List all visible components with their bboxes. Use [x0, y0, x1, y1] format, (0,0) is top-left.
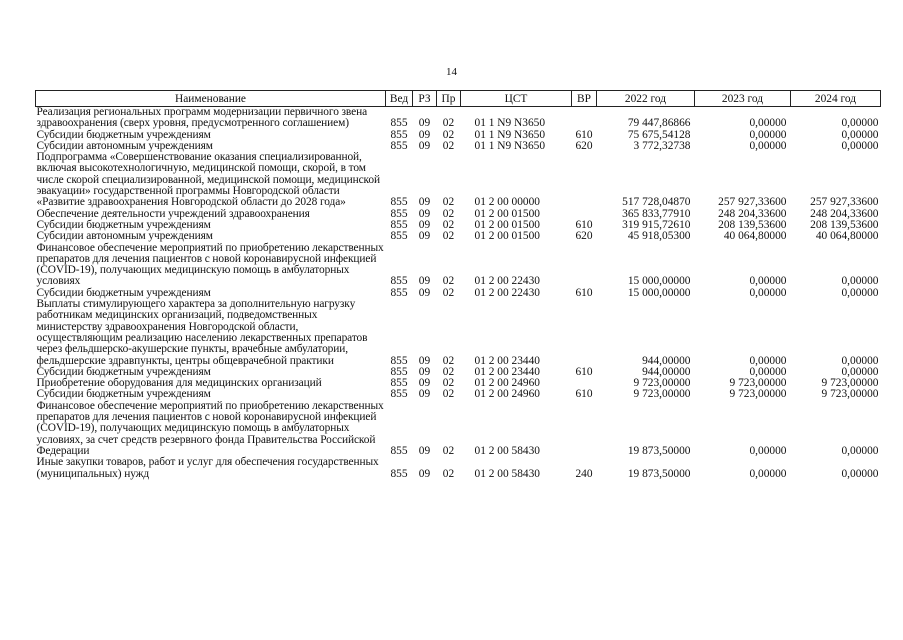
cell-rz: 09	[418, 218, 431, 231]
cell-rz: 09	[418, 128, 431, 141]
cell-pr: 02	[442, 275, 455, 288]
cell-2024: 0,00000	[841, 286, 879, 299]
cell-cst: 01 2 00 01500	[474, 230, 540, 243]
table-row	[36, 231, 881, 242]
cell-pr: 02	[442, 365, 455, 378]
header-cst: ЦСТ	[461, 91, 572, 107]
cell-2023: 0,00000	[749, 354, 787, 367]
cell-2023: 9 723,00000	[729, 377, 787, 390]
cell-vr: 610	[575, 128, 593, 141]
cell-name: Выплаты стимулирующего характера за дополнительную нагрузку работникам медицинских организаций, подведомственных министерству здравоохранения Новгородской области, осуществляющим реализацию населению лекарственных препаратов через фельдшерско-акушерские пункты, врачебные амбулатории, фельдшерские здравпункты, центры общеврачебной практики	[36, 298, 368, 367]
cell-2024: 0,00000	[841, 354, 879, 367]
cell-rz: 09	[418, 365, 431, 378]
cell-2024: 208 139,53600	[810, 218, 879, 231]
cell-ved: 855	[390, 128, 408, 141]
cell-2023: 40 064,80000	[723, 230, 787, 243]
cell-vr: 610	[575, 218, 593, 231]
cell-name: Финансовое обеспечение мероприятий по приобретению лекарственных препаратов для лечения пациентов с новой коронавирусной инфекцией (COVID-19), получающих медицинскую помощь в амбулаторных условиях, за счет средств резервного фонда Правительства Российской Федерации	[36, 399, 384, 457]
cell-2022: 9 723,00000	[633, 388, 691, 401]
cell-ved: 855	[390, 354, 408, 367]
cell-rz: 09	[418, 275, 431, 288]
header-pr: Пр	[437, 91, 461, 107]
cell-vr	[572, 152, 597, 208]
table-row	[36, 243, 881, 288]
cell-rz: 09	[418, 230, 431, 243]
cell-pr: 02	[442, 230, 455, 243]
cell-2024: 0,00000	[841, 117, 879, 130]
cell-ved: 855	[390, 286, 408, 299]
cell-ved: 855	[390, 444, 408, 457]
cell-name: Обеспечение деятельности учреждений здравоохранения	[36, 207, 310, 220]
cell-cst: 01 1 N9 N3650	[474, 128, 546, 141]
cell-2022: 517 728,04870	[622, 196, 691, 209]
cell-ved: 855	[390, 117, 408, 130]
cell-cst: 01 2 00 23440	[474, 365, 540, 378]
cell-rz: 09	[418, 207, 431, 220]
cell-rz: 09	[418, 117, 431, 130]
cell-rz: 09	[418, 444, 431, 457]
table-row	[36, 107, 881, 130]
table-row	[36, 401, 881, 457]
cell-cst: 01 2 00 24960	[474, 388, 540, 401]
cell-name: Субсидии бюджетным учреждениям	[36, 388, 211, 401]
page-number: 14	[446, 66, 457, 78]
cell-pr: 02	[442, 354, 455, 367]
cell-2022: 19 873,50000	[627, 467, 691, 480]
cell-2023: 0,00000	[749, 365, 787, 378]
table-header	[36, 91, 881, 107]
cell-pr: 02	[442, 207, 455, 220]
cell-name: Субсидии автономным учреждениям	[36, 230, 213, 243]
cell-2023: 0,00000	[749, 286, 787, 299]
cell-2022: 75 675,54128	[627, 128, 691, 141]
cell-pr: 02	[442, 444, 455, 457]
cell-2022: 319 915,72610	[622, 218, 691, 231]
header-vr: ВР	[572, 91, 597, 107]
cell-pr: 02	[442, 286, 455, 299]
cell-name: Подпрограмма «Совершенствование оказания специализированной, включая высокотехнологичную, медицинской помощи, скорой, в том числе скорой специализированной, медицинской помощи, медицинской эвакуации» государственной программы Новгородской области «Развитие здравоохранения Новгородской области до 2028 года»	[36, 151, 380, 209]
cell-pr: 02	[442, 388, 455, 401]
cell-rz: 09	[418, 467, 431, 480]
cell-2024: 40 064,80000	[815, 230, 879, 243]
cell-rz: 09	[418, 354, 431, 367]
cell-2024: 0,00000	[841, 275, 879, 288]
header-rz: РЗ	[413, 91, 437, 107]
cell-2023: 9 723,00000	[729, 388, 787, 401]
budget-table	[35, 90, 881, 480]
cell-2022: 365 833,77910	[622, 207, 691, 220]
header-ved: Вед	[386, 91, 413, 107]
cell-2024: 257 927,33600	[810, 196, 879, 209]
cell-rz: 09	[418, 388, 431, 401]
cell-vr	[572, 299, 597, 367]
cell-name: Субсидии бюджетным учреждениям	[36, 286, 211, 299]
cell-2023: 0,00000	[749, 467, 787, 480]
cell-name: Субсидии автономным учреждениям	[36, 139, 213, 152]
cell-cst: 01 1 N9 N3650	[474, 117, 546, 130]
cell-vr: 620	[575, 139, 593, 152]
cell-2023: 0,00000	[749, 139, 787, 152]
cell-2022: 15 000,00000	[627, 275, 691, 288]
table-row	[36, 457, 881, 480]
cell-2022: 79 447,86866	[627, 117, 691, 130]
cell-2023: 257 927,33600	[718, 196, 787, 209]
cell-ved: 855	[390, 196, 408, 209]
header-name: Наименование	[36, 91, 386, 107]
cell-ved: 855	[390, 139, 408, 152]
cell-pr: 02	[442, 196, 455, 209]
cell-2022: 3 772,32738	[633, 139, 691, 152]
cell-vr: 610	[575, 286, 593, 299]
cell-pr: 02	[442, 117, 455, 130]
cell-pr: 02	[442, 128, 455, 141]
cell-ved: 855	[390, 467, 408, 480]
cell-cst: 01 2 00 01500	[474, 207, 540, 220]
cell-name: Иные закупки товаров, работ и услуг для обеспечения государственных (муниципальных) нужд	[36, 456, 379, 480]
cell-2023: 248 204,33600	[718, 207, 787, 220]
cell-name: Финансовое обеспечение мероприятий по приобретению лекарственных препаратов для лечения пациентов с новой коронавирусной инфекцией (COVID-19), получающих медицинскую помощь в амбулаторных условиях	[36, 241, 384, 288]
cell-vr	[572, 401, 597, 457]
cell-pr: 02	[442, 467, 455, 480]
cell-2023: 0,00000	[749, 275, 787, 288]
cell-rz: 09	[418, 377, 431, 390]
cell-cst: 01 2 00 24960	[474, 377, 540, 390]
cell-vr	[572, 107, 597, 130]
cell-cst: 01 2 00 01500	[474, 218, 540, 231]
cell-2022: 944,00000	[642, 365, 691, 378]
cell-vr: 620	[575, 230, 593, 243]
cell-ved: 855	[390, 218, 408, 231]
table-row	[36, 152, 881, 208]
cell-pr: 02	[442, 139, 455, 152]
cell-2024: 0,00000	[841, 444, 879, 457]
cell-2024: 248 204,33600	[810, 207, 879, 220]
cell-name: Субсидии бюджетным учреждениям	[36, 128, 211, 141]
cell-vr: 610	[575, 365, 593, 378]
cell-ved: 855	[390, 230, 408, 243]
header-2022: 2022 год	[597, 91, 695, 107]
cell-rz: 09	[418, 139, 431, 152]
cell-ved: 855	[390, 377, 408, 390]
cell-2023: 0,00000	[749, 117, 787, 130]
cell-2024: 0,00000	[841, 365, 879, 378]
cell-name: Реализация региональных программ модернизации первичного звена здравоохранения (сверх уровня, предусмотренного соглашением)	[36, 106, 368, 130]
cell-cst: 01 2 00 58430	[474, 467, 540, 480]
cell-pr: 02	[442, 218, 455, 231]
cell-rz: 09	[418, 286, 431, 299]
cell-ved: 855	[390, 365, 408, 378]
cell-pr: 02	[442, 377, 455, 390]
cell-cst: 01 2 00 00000	[474, 196, 540, 209]
cell-name: Субсидии бюджетным учреждениям	[36, 365, 211, 378]
cell-2022: 45 918,05300	[627, 230, 691, 243]
cell-2024: 0,00000	[841, 467, 879, 480]
cell-2024: 9 723,00000	[821, 388, 879, 401]
cell-rz: 09	[418, 196, 431, 209]
cell-2024: 0,00000	[841, 139, 879, 152]
cell-2022: 9 723,00000	[633, 377, 691, 390]
cell-cst: 01 1 N9 N3650	[474, 139, 546, 152]
cell-ved: 855	[390, 275, 408, 288]
table-row	[36, 299, 881, 367]
cell-2024: 9 723,00000	[821, 377, 879, 390]
cell-name: Приобретение оборудования для медицинских организаций	[36, 377, 322, 390]
header-2023: 2023 год	[695, 91, 791, 107]
cell-ved: 855	[390, 388, 408, 401]
cell-2022: 19 873,50000	[627, 444, 691, 457]
cell-2024: 0,00000	[841, 128, 879, 141]
cell-2023: 0,00000	[749, 128, 787, 141]
cell-vr	[572, 243, 597, 288]
cell-cst: 01 2 00 22430	[474, 286, 540, 299]
cell-vr: 610	[575, 388, 593, 401]
cell-cst: 01 2 00 58430	[474, 444, 540, 457]
cell-cst: 01 2 00 22430	[474, 275, 540, 288]
cell-cst: 01 2 00 23440	[474, 354, 540, 367]
header-2024: 2024 год	[791, 91, 881, 107]
cell-name: Субсидии бюджетным учреждениям	[36, 218, 211, 231]
cell-2022: 15 000,00000	[627, 286, 691, 299]
table-body	[36, 107, 881, 480]
cell-2023: 208 139,53600	[718, 218, 787, 231]
cell-ved: 855	[390, 207, 408, 220]
cell-2023: 0,00000	[749, 444, 787, 457]
cell-vr: 240	[575, 467, 593, 480]
cell-2022: 944,00000	[642, 354, 691, 367]
